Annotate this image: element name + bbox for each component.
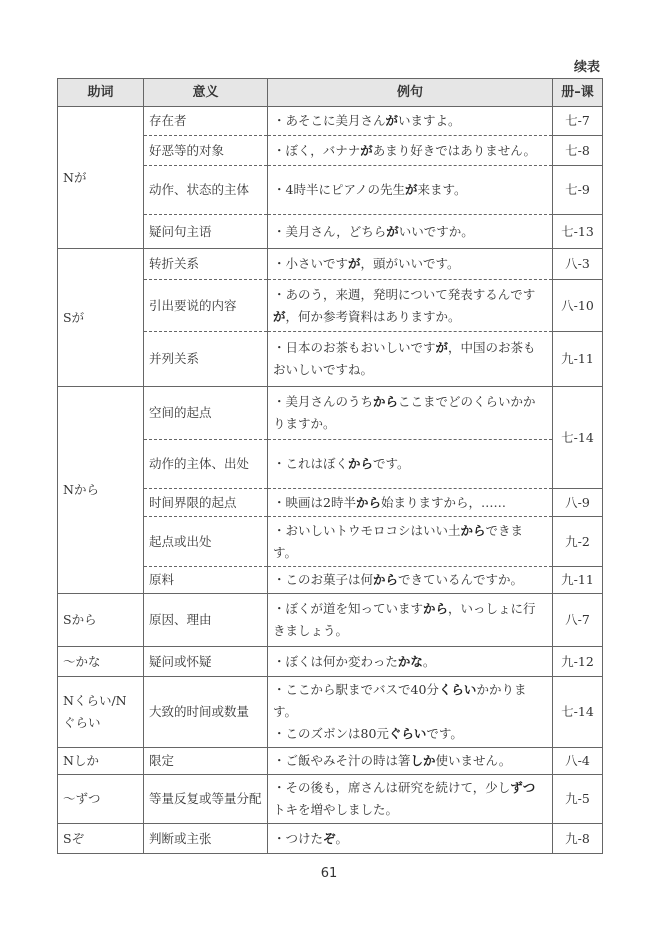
lesson-cell: 七-9 <box>553 166 603 215</box>
example-sentence <box>273 140 547 162</box>
example-sentence <box>273 828 547 850</box>
highlighted-particle: しか <box>410 753 436 768</box>
particle-cell: 〜かな <box>58 647 144 677</box>
example-cell <box>268 748 553 775</box>
sentence-text: ・小さいです <box>273 256 349 271</box>
meaning-cell: 原因、理由 <box>144 594 268 647</box>
example-sentence <box>273 679 547 723</box>
example-cell <box>268 249 553 280</box>
highlighted-particle: が <box>348 256 361 271</box>
example-cell <box>268 136 553 166</box>
table-row <box>58 748 603 775</box>
example-cell <box>268 280 553 332</box>
sentence-text: ・ぼく，バナナ <box>273 142 361 158</box>
meaning-cell: 起点或出处 <box>144 517 268 567</box>
lesson-cell: 八-10 <box>553 280 603 332</box>
table-row <box>58 775 603 824</box>
meaning-cell: 原料 <box>144 567 268 594</box>
lesson-cell: 七-14 <box>553 387 603 489</box>
grammar-table <box>57 78 603 854</box>
highlighted-particle: が <box>404 182 418 197</box>
lesson-cell: 七-8 <box>553 136 603 166</box>
sentence-text: です。 <box>426 726 463 741</box>
meaning-cell: 引出要说的内容 <box>144 280 268 332</box>
sentence-text: 使いません。 <box>435 753 512 768</box>
sentence-text: ・あそこに美月さん <box>273 113 386 128</box>
sentence-text: ・これはぼく <box>273 456 349 471</box>
sentence-text: 。 <box>335 830 349 846</box>
example-sentence <box>273 598 547 642</box>
highlighted-particle: が <box>273 308 286 324</box>
example-sentence <box>273 179 547 201</box>
particle-cell: Nから <box>58 387 144 594</box>
meaning-cell: 动作的主体、出处 <box>144 440 268 489</box>
table-row <box>58 387 603 440</box>
lesson-cell: 九-11 <box>553 332 603 387</box>
meaning-cell: 疑问或怀疑 <box>144 647 268 677</box>
lesson-cell: 九-5 <box>553 775 603 824</box>
sentence-text: ・ここから駅までバスで40分 <box>273 682 439 697</box>
sentence-text: ，頭がいいです。 <box>360 256 460 271</box>
example-cell <box>268 332 553 387</box>
example-sentence <box>273 777 547 821</box>
lesson-cell: 八-9 <box>553 489 603 517</box>
table-row <box>58 677 603 748</box>
highlighted-particle: くらい <box>438 682 477 697</box>
example-cell <box>268 824 553 854</box>
particle-cell: Nくらい/Nぐらい <box>58 677 144 748</box>
meaning-cell: 疑问句主语 <box>144 215 268 249</box>
sentence-text: ・あのう，来週，発明について発表するんです <box>273 286 536 302</box>
page-number: 61 <box>320 866 338 881</box>
header-meaning: 意义 <box>144 79 268 107</box>
lesson-cell: 八-7 <box>553 594 603 647</box>
lesson-cell: 九-11 <box>553 567 603 594</box>
lesson-cell: 七-7 <box>553 107 603 136</box>
example-cell <box>268 166 553 215</box>
example-cell <box>268 567 553 594</box>
sentence-text: いますよ。 <box>398 113 461 128</box>
sentence-text: ・映画は2時半 <box>273 494 356 510</box>
particle-cell: Nしか <box>58 748 144 775</box>
sentence-text: ・美月さんのうち <box>273 394 374 409</box>
highlighted-particle: が <box>385 113 399 128</box>
meaning-cell: 大致的时间或数量 <box>144 677 268 748</box>
highlighted-particle: から <box>460 522 486 538</box>
sentence-text: ・ご飯やみそ汁の時は箸 <box>273 753 411 768</box>
sentence-text: ここまでどのくらいかかりますか。 <box>273 394 536 431</box>
sentence-text: ，何か参考資料はありますか。 <box>285 308 461 324</box>
example-cell <box>268 387 553 440</box>
meaning-cell: 存在者 <box>144 107 268 136</box>
sentence-text: です。 <box>373 456 410 471</box>
meaning-cell: 判断或主张 <box>144 824 268 854</box>
table-row <box>58 249 603 280</box>
particle-cell: Nが <box>58 107 144 249</box>
example-sentence <box>273 337 547 381</box>
example-sentence <box>273 391 547 435</box>
sentence-text: できます。 <box>273 522 524 560</box>
header-lesson: 册–课 <box>553 79 603 107</box>
highlighted-particle: ぐらい <box>388 726 427 741</box>
meaning-cell: 好恶等的对象 <box>144 136 268 166</box>
example-cell <box>268 107 553 136</box>
example-sentence <box>273 750 547 772</box>
example-cell <box>268 489 553 517</box>
sentence-text: できているんですか。 <box>398 572 524 587</box>
example-sentence <box>273 492 547 514</box>
lesson-cell: 九-8 <box>553 824 603 854</box>
sentence-text: ・このお菓子は何 <box>273 572 374 587</box>
highlighted-particle: から <box>355 494 381 510</box>
header-particle: 助词 <box>58 79 144 107</box>
sentence-text: ・ぼくは何か変わった <box>273 653 398 669</box>
sentence-text: 始まりますから，…… <box>380 494 506 510</box>
lesson-cell: 七-14 <box>553 677 603 748</box>
example-cell <box>268 647 553 677</box>
lesson-cell: 九-12 <box>553 647 603 677</box>
meaning-cell: 动作、状态的主体 <box>144 166 268 215</box>
sentence-text: いいですか。 <box>398 223 474 239</box>
sentence-text: かかります。 <box>273 682 527 719</box>
example-sentence <box>273 453 547 475</box>
meaning-cell: 并列关系 <box>144 332 268 387</box>
meaning-cell: 转折关系 <box>144 249 268 280</box>
example-sentence <box>273 651 547 673</box>
sentence-text: あまり好きではありません。 <box>372 142 537 158</box>
example-sentence <box>273 723 547 745</box>
meaning-cell: 空间的起点 <box>144 387 268 440</box>
sentence-text: ・その後も，席さんは研究を続けて，少し <box>273 780 511 795</box>
lesson-cell: 八-3 <box>553 249 603 280</box>
highlighted-particle: ずつ <box>510 780 536 795</box>
table-header-row <box>58 79 603 107</box>
meaning-cell: 等量反复或等量分配 <box>144 775 268 824</box>
sentence-text: ・このズボンは80元 <box>273 726 389 741</box>
sentence-text: ，中国のお茶もおいしいですね。 <box>273 340 536 377</box>
example-cell <box>268 517 553 567</box>
meaning-cell: 限定 <box>144 748 268 775</box>
sentence-text: ・美月さん，どちら <box>273 223 387 239</box>
highlighted-particle: が <box>360 142 373 158</box>
particle-cell: Sぞ <box>58 824 144 854</box>
sentence-text: ・つけた <box>273 830 324 846</box>
continued-label: 续表 <box>573 60 600 75</box>
particle-cell: Sが <box>58 249 144 387</box>
sentence-text: 来ます。 <box>417 182 467 197</box>
example-sentence <box>273 520 547 564</box>
example-sentence <box>273 569 547 591</box>
sentence-text: ・ぼくが道を知っています <box>273 601 424 616</box>
example-cell <box>268 440 553 489</box>
sentence-text: ・おいしいトウモロコシはいい土 <box>273 522 461 538</box>
highlighted-particle: から <box>423 601 449 616</box>
example-cell <box>268 594 553 647</box>
example-sentence <box>273 284 547 328</box>
example-cell <box>268 215 553 249</box>
particle-cell: Sから <box>58 594 144 647</box>
sentence-text: ・日本のお茶もおいしいです <box>273 340 436 355</box>
example-sentence <box>273 221 547 243</box>
table-row <box>58 647 603 677</box>
lesson-cell: 八-4 <box>553 748 603 775</box>
sentence-text: トキを増やしました。 <box>273 802 399 817</box>
table-row <box>58 594 603 647</box>
example-cell <box>268 677 553 748</box>
header-example: 例句 <box>268 79 553 107</box>
highlighted-particle: ぞ <box>323 830 336 846</box>
lesson-cell: 九-2 <box>553 517 603 567</box>
highlighted-particle: かな <box>397 653 423 669</box>
highlighted-particle: が <box>386 223 399 239</box>
sentence-text: ・4時半にピアノの先生 <box>273 182 405 197</box>
table-body <box>58 107 603 854</box>
example-sentence <box>273 253 547 275</box>
table-row <box>58 107 603 136</box>
highlighted-particle: から <box>348 456 374 471</box>
example-cell <box>268 775 553 824</box>
lesson-cell: 七-13 <box>553 215 603 249</box>
example-sentence <box>273 110 547 132</box>
highlighted-particle: から <box>373 394 399 409</box>
table-row <box>58 824 603 854</box>
highlighted-particle: が <box>435 340 449 355</box>
meaning-cell: 时间界限的起点 <box>144 489 268 517</box>
particle-cell: 〜ずつ <box>58 775 144 824</box>
sentence-text: 。 <box>422 653 436 669</box>
sentence-text: ，いっしょに行きましょう。 <box>273 601 536 638</box>
highlighted-particle: から <box>373 572 399 587</box>
